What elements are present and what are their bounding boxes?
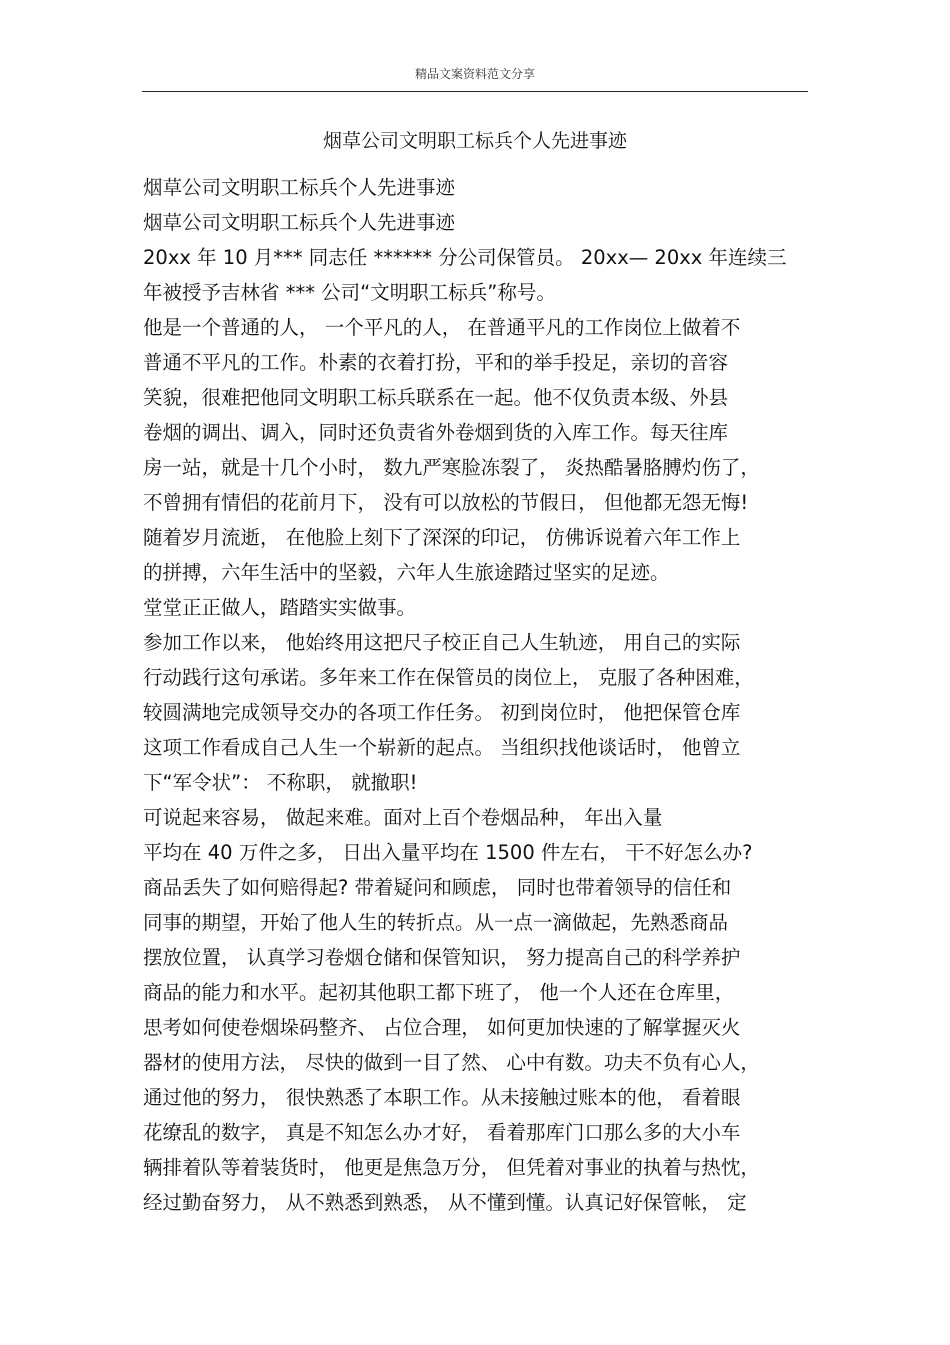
text-line: 辆排着队等着装货时， 他更是焦急万分， 但凭着对事业的执着与热忱， [143,1156,760,1179]
text-line: 普通不平凡的工作。朴素的衣着打扮，平和的举手投足，亲切的音容 [143,351,729,374]
text-line: 经过勤奋努力， 从不熟悉到熟悉， 从不懂到懂。认真记好保管帐， 定 [143,1191,747,1214]
text-line: 思考如何使卷烟垛码整齐、 占位合理， 如何更加快速的了解掌握灭火 [143,1016,741,1039]
text-line: 同事的期望，开始了他人生的转折点。从一点一滴做起，先熟悉商品 [143,911,729,934]
text-line: 花缭乱的数字， 真是不知怎么办才好， 看着那库门口那么多的大小车 [143,1121,741,1144]
text-line: 可说起来容易， 做起来难。面对上百个卷烟品种， 年出入量 [143,806,663,829]
text-line: 房一站，就是十几个小时， 数九严寒脸冻裂了， 炎热酷暑胳膊灼伤了， [143,456,760,479]
text-line: 笑貌，很难把他同文明职工标兵联系在一起。他不仅负责本级、外县 [143,386,729,409]
text-line: 不曾拥有情侣的花前月下， 没有可以放松的节假日， 但他都无怨无悔! [143,491,749,514]
page-title: 烟草公司文明职工标兵个人先进事迹 [322,130,627,152]
text-line: 下“军令状”： 不称职， 就撤职! [143,771,418,794]
text-line: 较圆满地完成领导交办的各项工作任务。 初到岗位时， 他把保管仓库 [143,701,741,724]
text-line: 参加工作以来， 他始终用这把尺子校正自己人生轨迹， 用自己的实际 [143,631,741,654]
text-line: 平均在 40 万件之多， 日出入量平均在 1500 件左右， 干不好怎么办? [143,841,753,864]
text-line: 器材的使用方法， 尽快的做到一目了然、 心中有数。功夫不负有心人， [143,1051,760,1074]
text-line: 商品的能力和水平。起初其他职工都下班了， 他一个人还在仓库里， [143,981,735,1004]
text-line: 堂堂正正做人，踏踏实实做事。 [143,596,417,619]
text-line: 摆放位置， 认真学习卷烟仓储和保管知识， 努力提高自己的科学养护 [143,946,741,969]
text-line: 行动践行这句承诺。多年来工作在保管员的岗位上， 克服了各种困难， [143,666,754,689]
text-line: 商品丢失了如何赔得起? 带着疑问和顾虑， 同时也带着领导的信任和 [143,876,732,899]
text-line: 卷烟的调出、调入，同时还负责省外卷烟到货的入库工作。每天往库 [143,421,729,444]
text-line: 这项工作看成自己人生一个崭新的起点。 当组织找他谈话时， 他曾立 [143,736,741,759]
text-line: 烟草公司文明职工标兵个人先进事迹 [143,176,456,199]
text-line: 通过他的努力， 很快熟悉了本职工作。从未接触过账本的他， 看着眼 [143,1086,741,1109]
header-divider [142,91,808,92]
text-line: 20xx 年 10 月*** 同志任 ****** 分公司保管员。 20xx— 20xx 年连续三 [143,246,787,269]
text-line: 他是一个普通的人， 一个平凡的人， 在普通平凡的工作岗位上做着不 [143,316,741,339]
text-line: 烟草公司文明职工标兵个人先进事迹 [143,211,456,234]
body-text [143,170,815,1220]
text-line: 的拼搏，六年生活中的坚毅，六年人生旅途踏过坚实的足迹。 [143,561,670,584]
text-line: 年被授予吉林省 *** 公司“文明职工标兵”称号。 [143,281,556,304]
running-header: 精品文案资料范文分享 [414,67,535,81]
text-line: 随着岁月流逝， 在他脸上刻下了深深的印记， 仿佛诉说着六年工作上 [143,526,741,549]
